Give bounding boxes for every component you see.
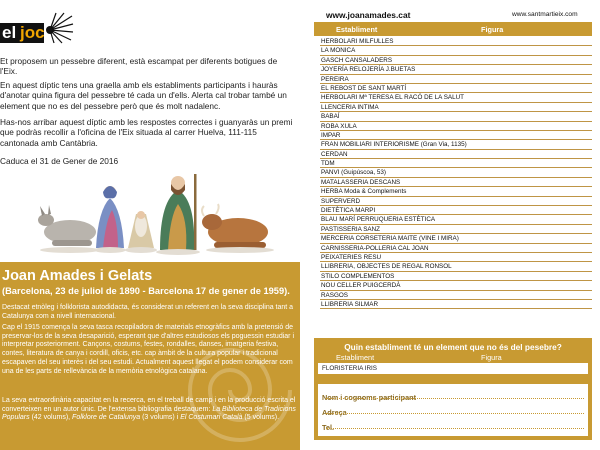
figure-input[interactable] bbox=[482, 187, 592, 196]
website-joanamades: www.joanamades.cat bbox=[326, 10, 411, 20]
establishment-name: HERBOLARI Mª TERESA EL RACÓ DE LA SALUT bbox=[321, 94, 465, 102]
website-santmartieix: www.santmartieix.com bbox=[512, 11, 578, 18]
figure-input[interactable] bbox=[482, 112, 592, 121]
figure-input[interactable] bbox=[482, 93, 592, 102]
intro-paragraph-2: En aquest díptic tens una graella amb els establiments participants i hauràs d'anotar quina figura del pessebre té cada un d'ells. Alerta cal trobar també un element que no es del pessebre però que és molt nadalenc. bbox=[0, 80, 287, 111]
figure-input[interactable] bbox=[482, 46, 592, 55]
phone-label: Tel. bbox=[322, 423, 335, 432]
table-row bbox=[320, 112, 592, 121]
establishment-name: IMPAR bbox=[321, 131, 341, 139]
biography-panel bbox=[0, 262, 300, 450]
establishment-name: LA MONICA bbox=[321, 47, 356, 55]
table-row bbox=[320, 140, 592, 149]
name-field[interactable] bbox=[322, 387, 588, 402]
establishment-name: BLAU MARÍ PERRUQUERIA ESTÈTICA bbox=[321, 216, 436, 224]
address-field[interactable] bbox=[322, 402, 588, 417]
figure-input[interactable] bbox=[482, 206, 592, 215]
figure-input[interactable] bbox=[482, 272, 592, 281]
bio-paragraph-1: Destacat etnòleg i folklorista autodidacta, és considerat un referent en la seva disciplina tant a Catalunya com a nivell internacional. bbox=[2, 304, 294, 320]
figure-input[interactable] bbox=[482, 150, 592, 159]
establishment-name: GASCH CANSALADERS bbox=[321, 56, 393, 64]
establishment-name: PEIXATERIES RESU bbox=[321, 253, 382, 261]
establishment-name: HERBOLARI MILFULLES bbox=[321, 38, 394, 45]
table-row bbox=[320, 281, 592, 290]
book-title-2: Folklore de Catalunya bbox=[72, 414, 141, 422]
table-row bbox=[320, 46, 592, 55]
table-row bbox=[320, 291, 592, 300]
establishment-name: DIETÈTICA MARPI bbox=[321, 207, 376, 215]
establishment-name: LLIBRERIA, OBJECTES DE REGAL RONSOL bbox=[321, 263, 452, 271]
bio-dates: (Barcelona, 23 de juliol de 1890 - Barcelona 17 de gener de 1959). bbox=[2, 286, 290, 296]
question-header-figure: Figura bbox=[481, 353, 502, 362]
question-header-establishment: Establiment bbox=[336, 353, 375, 362]
title-el: el bbox=[2, 23, 17, 42]
figure-input[interactable] bbox=[482, 131, 592, 140]
right-page bbox=[300, 0, 600, 450]
figure-input[interactable] bbox=[482, 75, 592, 84]
sun-rays-icon bbox=[44, 12, 74, 44]
figure-input[interactable] bbox=[482, 84, 592, 93]
table-row bbox=[320, 215, 592, 224]
figure-input[interactable] bbox=[482, 262, 592, 271]
table-row bbox=[320, 253, 592, 262]
table-row bbox=[320, 159, 592, 168]
table-row bbox=[320, 300, 592, 309]
book-title-3: El Costumari Català bbox=[180, 414, 243, 422]
figure-input[interactable] bbox=[482, 122, 592, 131]
header-establishment: Establiment bbox=[336, 25, 378, 34]
figure-input[interactable] bbox=[482, 215, 592, 224]
table-row bbox=[320, 262, 592, 271]
table-row bbox=[320, 168, 592, 177]
table-row bbox=[320, 103, 592, 112]
participant-form bbox=[318, 384, 588, 436]
establishment-name: NOU CELLER PUIGCERDÀ bbox=[321, 282, 401, 290]
figure-input[interactable] bbox=[482, 291, 592, 300]
table-row bbox=[320, 178, 592, 187]
figure-input[interactable] bbox=[482, 56, 592, 65]
table-row bbox=[320, 75, 592, 84]
establishment-name: LLIBRERIA SILMAR bbox=[321, 300, 379, 308]
table-row bbox=[320, 197, 592, 206]
ox-figure bbox=[202, 204, 274, 253]
establishment-name: MATALASSERIA DESCANS bbox=[321, 178, 401, 186]
bio-paragraph-2: Cap el 1915 comença la seva tasca recopiladora de materials etnogràfics amb la pretensió de preservar-los de la seva desaparició, esperant que d'altres estudiosos els poguessin estudiar i interpretar posteriorment. Cançons, costums, festes, rondalles, danses, imatgeria festiva, contes, literatura de canya i cordill, oficis, etc. cap àmbit de la cultura popular i tradicional escapaven del seu interès i del seu estudi. Actualment aquest llegat el podem considerar com una de les parts de rellevància de la memòria etnològica catalana. bbox=[2, 324, 295, 375]
figure-input[interactable] bbox=[482, 140, 592, 149]
table-row bbox=[320, 37, 592, 46]
question-panel bbox=[314, 338, 592, 440]
figure-input[interactable] bbox=[482, 159, 592, 168]
table-row bbox=[320, 65, 592, 74]
figure-input[interactable] bbox=[482, 253, 592, 262]
establishment-name: ROBA XULA bbox=[321, 122, 357, 130]
table-row bbox=[320, 206, 592, 215]
figure-input[interactable] bbox=[482, 37, 592, 46]
table-row bbox=[320, 93, 592, 102]
establishment-name: STILO COMPLEMENTOS bbox=[321, 272, 395, 280]
establishment-name: RASGOS bbox=[321, 291, 348, 299]
table-row bbox=[320, 272, 592, 281]
answer-field[interactable]: FLORISTERIA IRIS bbox=[318, 363, 588, 374]
title-joc: joc bbox=[20, 23, 45, 42]
address-label: Adreça bbox=[322, 408, 347, 417]
figure-input[interactable] bbox=[482, 197, 592, 206]
figure-input[interactable] bbox=[482, 225, 592, 234]
intro-paragraph-3: Has-nos arribar aquest díptic amb les respostes correctes i guanyaràs un premi que podràs recollir a l'oficina de l'Eix situada al carrer Huelva, 111-115 cantonada amb Cantàbria. bbox=[0, 117, 293, 148]
establishment-name: PASTISSERIA SANZ bbox=[321, 225, 381, 233]
deadline-text: Caduca el 31 de Gener de 2016 bbox=[0, 156, 119, 166]
header-figure: Figura bbox=[481, 25, 504, 34]
table-header bbox=[314, 22, 592, 36]
table-row bbox=[320, 187, 592, 196]
establishment-name: JOYERÍA RELOJERÍA J.BUETAS bbox=[321, 66, 416, 74]
figure-input[interactable] bbox=[482, 178, 592, 187]
table-row bbox=[320, 234, 592, 243]
table-row bbox=[320, 122, 592, 131]
mary-figure bbox=[94, 186, 126, 253]
table-row bbox=[320, 150, 592, 159]
establishments-table bbox=[320, 37, 592, 309]
game-title bbox=[0, 23, 44, 43]
establishment-name: SUPERVERD bbox=[321, 197, 361, 205]
establishment-name: MERCERIA CORSETERIA MAITE (VINE I MIRA) bbox=[321, 235, 459, 243]
figure-input[interactable] bbox=[482, 65, 592, 74]
intro-paragraph-1: Et proposem un pessebre diferent, està escampat per diferents botigues de l'Eix. bbox=[0, 56, 278, 77]
establishment-name: LLENCERIA INTIMA bbox=[321, 103, 379, 111]
table-row bbox=[320, 225, 592, 234]
establishment-name: BABAÍ bbox=[321, 113, 340, 121]
nativity-scene-illustration bbox=[0, 170, 300, 260]
establishment-name: TDM bbox=[321, 160, 335, 168]
figure-input[interactable] bbox=[482, 168, 592, 177]
establishment-name: FRAN MOBILIARI INTERIORISME (Gran Via, 1135) bbox=[321, 141, 467, 149]
establishment-name: CARNISSERIA-POLLERIA CAL JOAN bbox=[321, 244, 429, 252]
figure-input[interactable] bbox=[482, 281, 592, 290]
figure-input[interactable] bbox=[482, 300, 592, 309]
figure-input[interactable] bbox=[482, 234, 592, 243]
donkey-figure bbox=[38, 205, 100, 253]
establishment-name: HERBA Moda & Complements bbox=[321, 188, 407, 196]
bio-name: Joan Amades i Gelats bbox=[2, 268, 153, 284]
bio-paragraph-3: La seva extraordinària capacitat en la recerca, en el treball de camp i en la producció escrita el converteixen en un autor únic. De l'extensa bibliografia destaquem: La Biblioteca de Tradicions Populars (42 volums), Folklore de Catalunya (3 volums) i El Costumari Català (5 volums). bbox=[2, 397, 296, 422]
joseph-figure bbox=[156, 174, 200, 255]
establishment-name: PANVI (Guipúscoa, 53) bbox=[321, 169, 386, 177]
establishment-name: PEREIRA bbox=[321, 75, 349, 83]
table-row bbox=[320, 84, 592, 93]
figure-input[interactable] bbox=[482, 244, 592, 253]
establishment-name: CERDAN bbox=[321, 150, 348, 158]
baby-jesus-figure bbox=[125, 211, 157, 253]
question-text: Quin establiment té un element que no és del pesebre? bbox=[344, 342, 562, 352]
name-label: Nom i cognoms participant bbox=[322, 393, 417, 402]
table-row bbox=[320, 56, 592, 65]
phone-field[interactable] bbox=[322, 417, 588, 432]
establishment-name: EL REBOST DE SANT MARTÍ bbox=[321, 84, 407, 92]
table-row bbox=[320, 131, 592, 140]
book-title-1: La Biblioteca de Tradicions Populars bbox=[2, 405, 296, 422]
figure-input[interactable] bbox=[482, 103, 592, 112]
table-row bbox=[320, 244, 592, 253]
